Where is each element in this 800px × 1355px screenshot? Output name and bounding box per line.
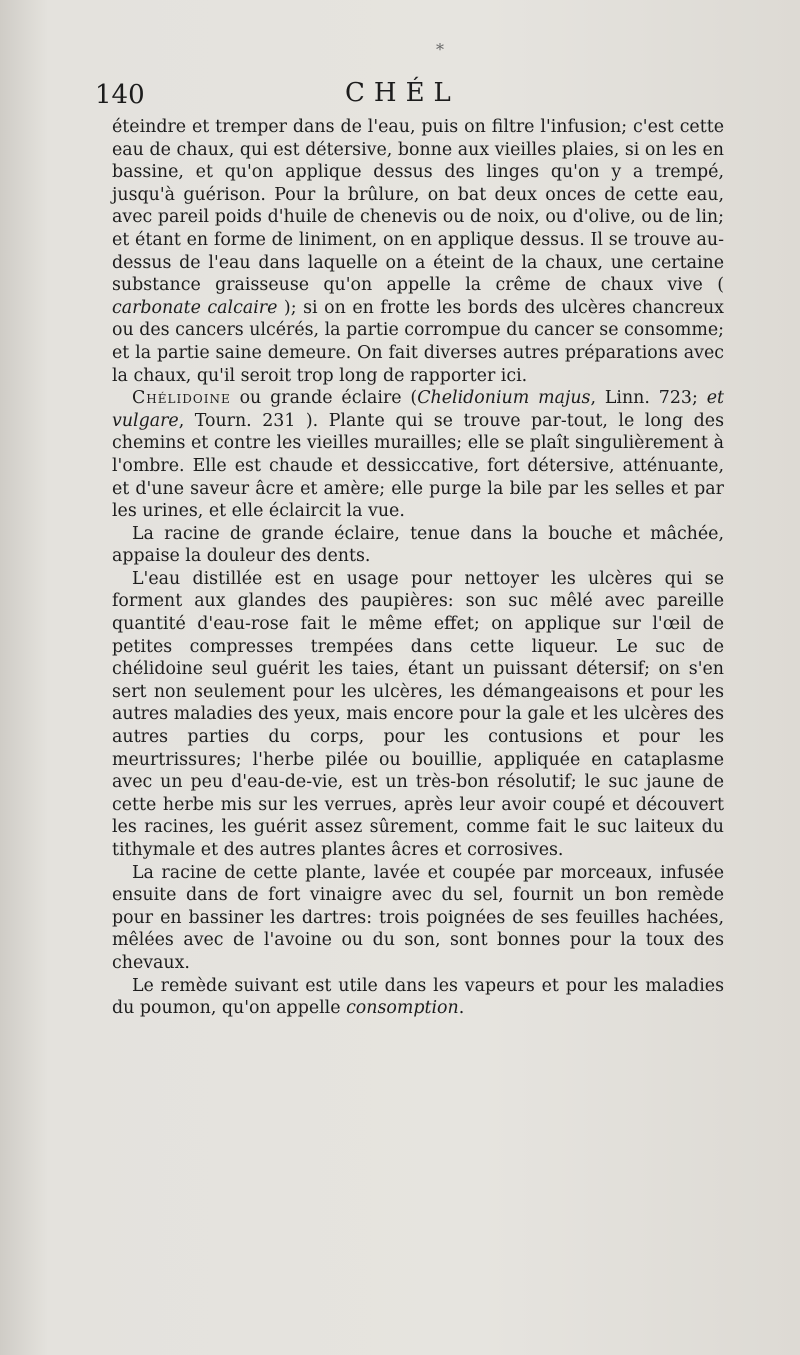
italic-latin-name: Chelidonium majus (417, 388, 591, 409)
paragraph-chaux (112, 116, 724, 387)
paragraph-chelidoine (112, 387, 724, 523)
italic-term-carbonate: carbonate calcaire (112, 297, 278, 318)
body-text (112, 116, 724, 1020)
entry-headword: Chélidoine (132, 388, 231, 409)
entry-text-c: , Tourn. 231 ). Plante qui se trouve par-tout, le long des chemins et contre les vieilles murailles; elle se plaît singulièrement à l'ombre. Elle est chaude et dessiccative, fort détersive, atténuante, et d'une saveur âcre et amère; elle purge la bile par les selles et par les urines, et elle éclaircit la vue. (112, 410, 724, 522)
paragraph-racine: La racine de grande éclaire, tenue dans la bouche et mâchée, appaise la douleur des dents. (112, 523, 724, 567)
italic-consomption: consomption (346, 998, 459, 1019)
paragraph-chaux-text: éteindre et tremper dans de l'eau, puis on filtre l'infusion; c'est cette eau de chaux, qui est détersive, bonne aux vieilles plaies, si on les en bassine, et qu'on applique dessus des linges qu'on y a trempé, jusqu'à guérison. Pour la brûlure, on bat deux onces de cette eau, avec pareil poids d'huile de chenevis ou de noix, ou d'olive, ou de lin; et étant en forme de liniment, on en applique dessus. Il se trouve au-dessus de l'eau dans laquelle on a éteint de la chaux, une certaine substance graisseuse qu'on appelle la crême de chaux vive (112, 117, 724, 296)
asterisk-mark: * (436, 40, 444, 59)
entry-text-b: , Linn. 723; (590, 388, 707, 409)
paragraph-remede-end: . (458, 998, 465, 1019)
page-number: 140 (95, 80, 145, 110)
paren-open: ( (717, 275, 724, 296)
running-head: CHÉL (345, 78, 460, 108)
paragraph-remede (112, 975, 724, 1020)
entry-text-a: ou grande éclaire ( (230, 388, 418, 409)
paragraph-racine-vinaigre: La racine de cette plante, lavée et coupée par morceaux, infusée ensuite dans de fort vinaigre avec du sel, fournit un bon remède pour en bassiner les dartres: trois poignées de ses feuilles hachées, mêlées avec de l'avoine ou du son, sont bonnes pour la toux des chevaux. (112, 862, 724, 973)
paragraph-remede-text: Le remède suivant est utile dans les vapeurs et pour les maladies du poumon, qu'on appelle (112, 975, 724, 1019)
paragraph-eau-distillee: L'eau distillée est en usage pour nettoyer les ulcères qui se forment aux glandes des paupières: son suc mêlé avec pareille quantité d'eau-rose fait le même effet; on applique sur l'œil de petites compresses trempées dans cette liqueur. Le suc de chélidoine seul guérit les taies, étant un puissant détersif; on s'en sert non seulement pour les ulcères, les démangeaisons et pour les autres maladies des yeux, mais encore pour la gale et les ulcères des autres parties du corps, pour les contusions et pour les meurtrissures; l'herbe pilée ou bouillie, appliquée en cataplasme avec un peu d'eau-de-vie, est un très-bon résolutif; le suc jaune de cette herbe mis sur les verrues, après leur avoir coupé et découvert les racines, les guérit assez sûrement, comme fait le suc laiteux du tithymale et des autres plantes âcres et corrosives. (112, 568, 724, 860)
italic-et-vulgare: et vulgare (112, 388, 724, 431)
paragraph-chaux-rest: ); si on en frotte les bords des ulcères chancreux ou des cancers ulcérés, la partie corrompue du cancer se consomme; et la partie saine demeure. On fait diverses autres préparations avec la chaux, qu'il seroit trop long de rapporter ici. (112, 297, 724, 386)
